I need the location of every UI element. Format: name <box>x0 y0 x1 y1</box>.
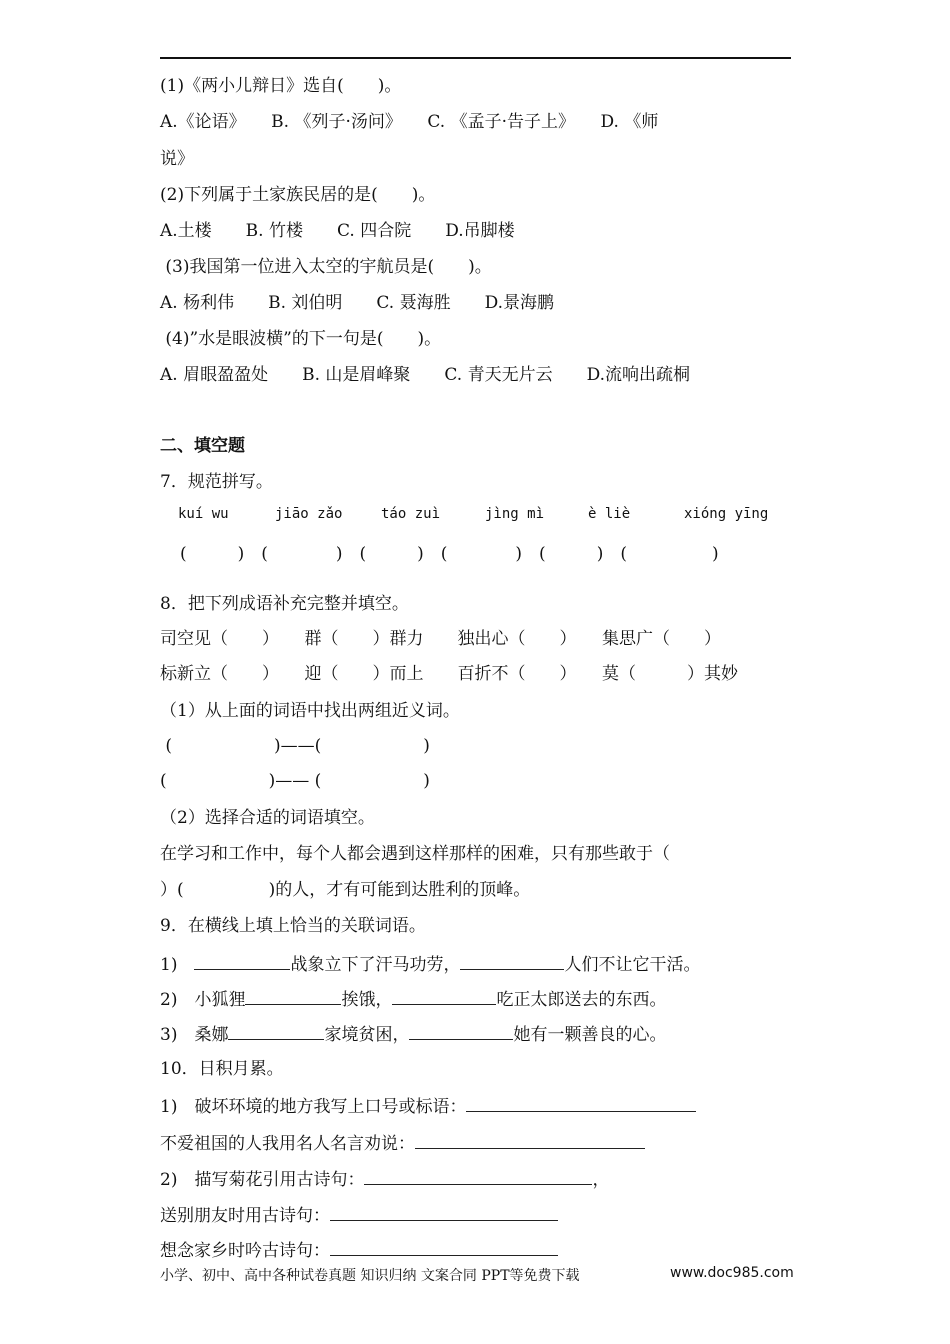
q10-line-2 <box>160 1130 645 1156</box>
pinyin-4: jìng mì <box>485 506 545 522</box>
blank[interactable] <box>466 1093 696 1112</box>
pinyin-2: jiāo zǎo <box>275 506 343 522</box>
blank[interactable] <box>228 1021 324 1040</box>
blank[interactable] <box>364 1166 592 1185</box>
q8-sub1: （1）从上面的词语中找出两组近义词。 <box>160 701 460 721</box>
q9-line-2 <box>160 986 666 1012</box>
q6-sub3: (3)我国第一位进入太空的宇航员是( )。 <box>160 257 492 277</box>
q10-l4-label: 送别朋友时用古诗句： <box>160 1206 330 1226</box>
q6-sub4: (4)”水是眼波横”的下一句是( )。 <box>160 329 442 349</box>
pinyin-3: táo zuì <box>381 506 441 522</box>
q9-l1-mid: 战象立下了汗马功劳， <box>290 955 461 975</box>
idiom-row-1: 司空见（ ） 群（ ）群力 独出心（ ） 集思广（ ） <box>160 629 721 649</box>
blank[interactable] <box>460 951 564 970</box>
pinyin-5: è liè <box>588 506 631 522</box>
q8-paragraph-line2: ）( )的人，才有可能到达胜利的顶峰。 <box>160 880 531 900</box>
q9-l2-label: 2) 小狐狸 <box>160 990 246 1010</box>
top-rule <box>160 57 791 59</box>
blank[interactable] <box>415 1130 645 1149</box>
blank[interactable] <box>409 1021 513 1040</box>
q8-sub2: （2）选择合适的词语填空。 <box>160 808 375 828</box>
q10-l2-label: 不爱祖国的人我用名人名言劝说： <box>160 1134 415 1154</box>
q10-line-5 <box>160 1237 558 1263</box>
pinyin-1: kuí wu <box>178 506 229 522</box>
q9-l3-label: 3) 桑娜 <box>160 1025 229 1045</box>
pinyin-6: xióng yīng <box>684 506 769 522</box>
q8-title: 8．把下列成语补充完整并填空。 <box>160 594 409 614</box>
q6-sub1: (1)《两小儿辩日》选自( )。 <box>160 76 402 96</box>
q8-paragraph-line1: 在学习和工作中，每个人都会遇到这样那样的困难，只有那些敢于（ <box>160 844 670 864</box>
q6-sub1-options: A.《论语》 B. 《列子·汤问》 C. 《孟子·告子上》 D. 《师 <box>160 112 659 132</box>
blank[interactable] <box>194 951 290 970</box>
q9-title: 9．在横线上填上恰当的关联词语。 <box>160 916 426 936</box>
q10-l5-label: 想念家乡时吟古诗句： <box>160 1241 330 1261</box>
footer-url[interactable]: www.doc985.com <box>670 1265 794 1281</box>
footer-text: 小学、初中、高中各种试卷真题 知识归纳 文案合同 PPT等免费下载 <box>160 1268 580 1284</box>
q9-line-3 <box>160 1021 666 1047</box>
blank[interactable] <box>392 986 496 1005</box>
idiom-row-2: 标新立（ ） 迎（ ）而上 百折不（ ） 莫（ ）其妙 <box>160 664 738 684</box>
q10-line-3 <box>160 1166 609 1192</box>
q6-sub1-options-wrap: 说》 <box>160 149 194 169</box>
q10-l3-label: 2) 描写菊花引用古诗句： <box>160 1170 365 1190</box>
footer <box>160 1265 794 1285</box>
q9-l3-mid: 家境贫困， <box>324 1025 410 1045</box>
q7-title: 7．规范拼写。 <box>160 472 273 492</box>
blank[interactable] <box>330 1202 558 1221</box>
blank[interactable] <box>330 1237 558 1256</box>
q9-l1-label: 1) <box>160 955 195 975</box>
synonym-pair-1: ( )——( ) <box>160 736 430 756</box>
q6-sub2: (2)下列属于土家族民居的是( )。 <box>160 185 436 205</box>
q10-l3-comma: ， <box>592 1170 610 1190</box>
q9-line-1 <box>160 951 700 977</box>
synonym-pair-2: ( )—— ( ) <box>160 771 430 791</box>
q6-sub4-options: A. 眉眼盈盈处 B. 山是眉峰聚 C. 青天无片云 D.流响出疏桐 <box>160 365 691 385</box>
q9-l3-end: 她有一颗善良的心。 <box>513 1025 667 1045</box>
pinyin-answer-brackets: ( ) ( ) ( ) ( ) ( ) ( ) <box>180 544 719 564</box>
q9-l1-end: 人们不让它干活。 <box>564 955 701 975</box>
section-title: 二、填空题 <box>160 436 245 456</box>
q10-title: 10．日积月累。 <box>160 1059 284 1079</box>
q9-l2-end: 吃正太郎送去的东西。 <box>496 990 667 1010</box>
q6-sub2-options: A.土楼 B. 竹楼 C. 四合院 D.吊脚楼 <box>160 221 515 241</box>
q10-line-4 <box>160 1202 558 1228</box>
q10-line-1 <box>160 1093 696 1119</box>
q9-l2-mid: 挨饿， <box>341 990 393 1010</box>
q6-sub3-options: A. 杨利伟 B. 刘伯明 C. 聂海胜 D.景海鹏 <box>160 293 555 313</box>
blank[interactable] <box>245 986 341 1005</box>
q10-l1-label: 1) 破坏环境的地方我写上口号或标语： <box>160 1097 467 1117</box>
